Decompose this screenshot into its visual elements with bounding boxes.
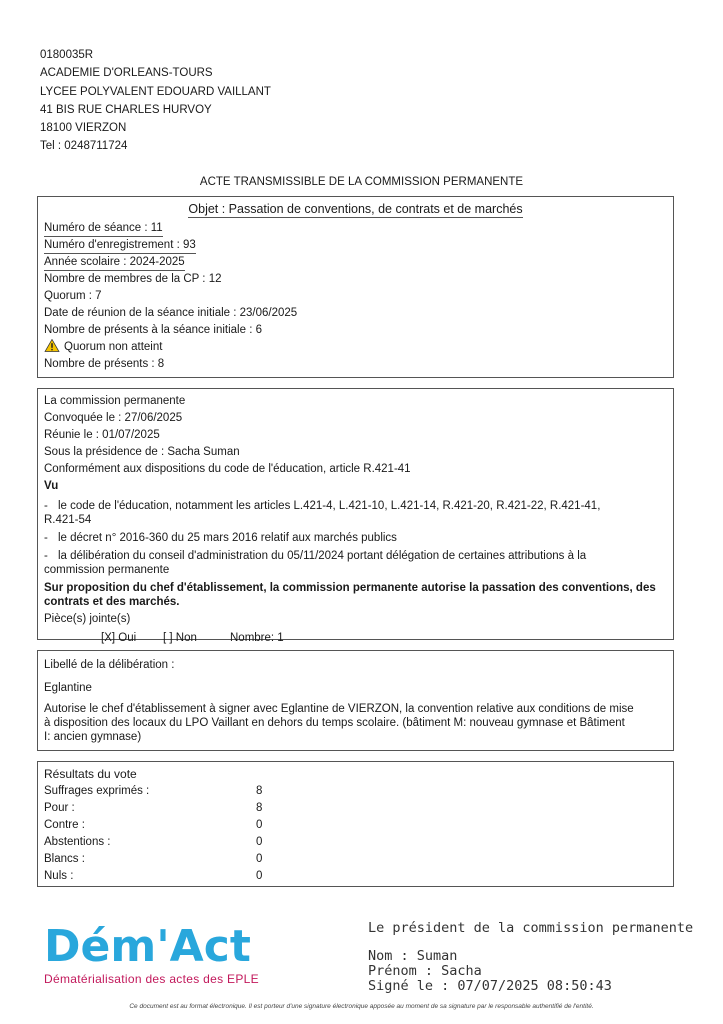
vote-results-title: Résultats du vote [44,767,137,781]
initial-presents: Nombre de présents à la séance initiale : 6 [44,324,262,336]
academie-name: ACADEMIE D'ORLEANS-TOURS [40,67,213,80]
objet-text: Objet : Passation de conventions, de contrats et de marchés [188,202,523,216]
vu-item-decret: - le décret n° 2016-360 du 25 mars 2016 relatif aux marchés publics [44,532,397,544]
seance-number: Numéro de séance : 11 [44,220,163,237]
pieces-nombre: Nombre: 1 [230,632,284,644]
establishment-code: 0180035R [40,49,94,61]
deliberation-name: Eglantine [44,682,92,694]
pieces-jointes-label: Pièce(s) jointe(s) [44,613,131,625]
signature-title: Le président de la commission permanente [368,920,694,936]
signature-nom: Nom : Suman [368,948,458,964]
warning-icon [44,339,60,352]
registration-number: Numéro d'enregistrement : 93 [44,237,196,254]
quorum: Quorum : 7 [44,290,102,302]
deliberation-text: Autorise le chef d'établissement à signer avec Eglantine de VIERZON, la convention relative aux conditions de mise à disposition des locaux du LPO Vaillant en dehors du temps scolaire. (bâtiment M: nouveau gymnase et Bâtiment I: ancien gymnase) [44,703,634,743]
vu-label: Vu [44,480,59,492]
signature-date: Signé le : 07/07/2025 08:50:43 [368,978,612,994]
establishment-header [40,46,271,156]
signature-block [368,921,693,994]
quorum-warning [44,339,667,356]
pieces-non: [ ] Non [163,632,197,644]
vote-row-pour: Pour : 8 [44,802,263,814]
session-info-box [37,196,674,378]
deliberation-box [37,650,674,751]
presents-count: Nombre de présents : 8 [44,358,165,370]
logo-subtitle: Dématérialisation des actes des EPLE [44,972,259,986]
document-title: ACTE TRANSMISSIBLE DE LA COMMISSION PERMANENTE [199,176,524,188]
presidence: Sous la présidence de : Sacha Suman [44,446,240,458]
logo-name: Dém'Act [44,921,251,972]
objet-line [44,201,667,219]
members-count: Nombre de membres de la CP : 12 [44,273,222,285]
initial-meeting-date: Date de réunion de la séance initiale : 23/06/2025 [44,307,298,319]
signature-prenom: Prénom : Sacha [368,963,482,979]
conformement: Conformément aux dispositions du code de l'éducation, article R.421-41 [44,463,411,475]
reunie-date: Réunie le : 01/07/2025 [44,429,160,441]
convoquee-date: Convoquée le : 27/06/2025 [44,412,183,424]
proposition: Sur proposition du chef d'établissement, la commission permanente autorise la passation des conventions, des contrats et des marchés. [44,582,656,608]
pieces-oui: [X] Oui [101,632,137,644]
phone: Tel : 0248711724 [40,140,128,153]
vote-results-box [37,761,674,887]
demact-logo [44,922,259,986]
vote-row-blancs: Blancs : 0 [44,853,263,865]
pieces-jointes-options [44,630,667,647]
lycee-name: LYCEE POLYVALENT EDOUARD VAILLANT [40,85,271,98]
deliberation-label: Libellé de la délibération : [44,659,175,671]
vote-row-suffrages: Suffrages exprimés : 8 [44,785,263,797]
street-address: 41 BIS RUE CHARLES HURVOY [40,103,212,116]
vu-item-code: - le code de l'éducation, notamment les articles L.421-4, L.421-10, L.421-14, R.421-20, R.421-22, R.421-41, R.421-54 [44,500,601,526]
vote-row-abstentions: Abstentions : 0 [44,836,263,848]
commission-title: La commission permanente [44,395,186,407]
quorum-warning-text: Quorum non atteint [64,341,163,353]
city: 18100 VIERZON [40,122,127,135]
vote-row-contre: Contre : 0 [44,819,263,831]
footer-note: Ce document est au format électronique. Il est porteur d'une signature électronique apposée au moment de sa signature par le responsable authentifié de l'entité. [129,1003,594,1010]
school-year: Année scolaire : 2024-2025 [44,254,185,271]
commission-box [37,388,674,644]
vote-row-nuls: Nuls : 0 [44,870,263,882]
vu-item-deliberation: - la délibération du conseil d'administration du 05/11/2024 portant délégation de certaines attributions à la commission permanente [44,550,587,576]
